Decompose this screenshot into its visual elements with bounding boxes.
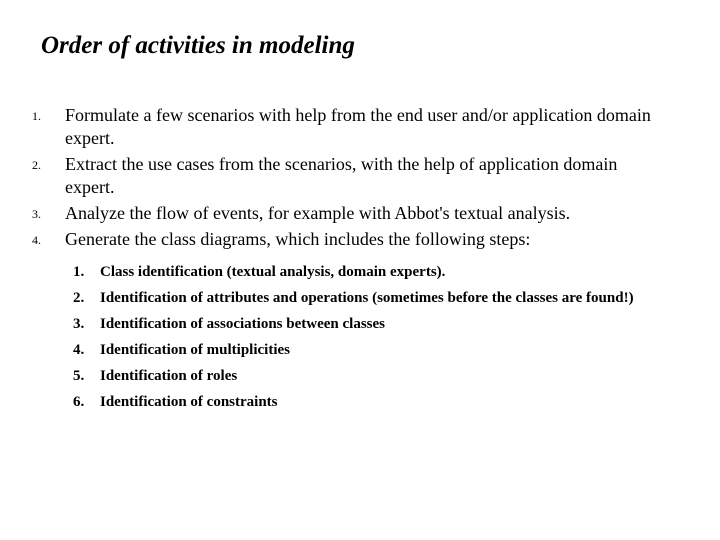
sub-list-item-number: 1. <box>73 264 85 280</box>
sub-list-item-number: 3. <box>73 316 85 332</box>
sub-list-item-text: Identification of roles <box>100 368 238 384</box>
sub-list-item <box>0 263 660 281</box>
sub-list-item <box>0 289 660 307</box>
sub-list-item-text: Class identification (textual analysis, domain experts). <box>100 264 446 280</box>
sub-list-item-number: 4. <box>73 342 85 358</box>
list-item-text: Extract the use cases from the scenarios, with the help of application domain expert. <box>65 154 618 197</box>
sub-list-item <box>0 367 660 385</box>
sub-list-item-number: 5. <box>73 368 85 384</box>
list-item-text: Analyze the flow of events, for example with Abbot's textual analysis. <box>65 203 571 223</box>
list-item-number: 3. <box>32 207 41 221</box>
list-item <box>0 228 665 251</box>
list-item-number: 1. <box>32 109 41 123</box>
class-diagram-steps-list <box>0 263 720 419</box>
sub-list-item-text: Identification of constraints <box>100 394 278 410</box>
sub-list-item <box>0 393 660 411</box>
sub-list-item-number: 6. <box>73 394 85 410</box>
list-item-number: 2. <box>32 158 41 172</box>
list-item-number: 4. <box>32 233 41 247</box>
sub-list-item-text: Identification of attributes and operations (sometimes before the classes are found!) <box>100 290 634 306</box>
sub-list-item-text: Identification of multiplicities <box>100 342 290 358</box>
list-item-text: Formulate a few scenarios with help from the end user and/or application domain expert. <box>65 105 651 148</box>
sub-list-item <box>0 315 660 333</box>
list-item <box>0 153 665 199</box>
list-item <box>0 104 665 150</box>
activities-list <box>0 104 720 254</box>
sub-list-item <box>0 341 660 359</box>
slide-title: Order of activities in modeling <box>41 32 355 59</box>
sub-list-item-number: 2. <box>73 290 85 306</box>
list-item-text: Generate the class diagrams, which includes the following steps: <box>65 229 531 249</box>
list-item <box>0 202 665 225</box>
sub-list-item-text: Identification of associations between classes <box>100 316 385 332</box>
